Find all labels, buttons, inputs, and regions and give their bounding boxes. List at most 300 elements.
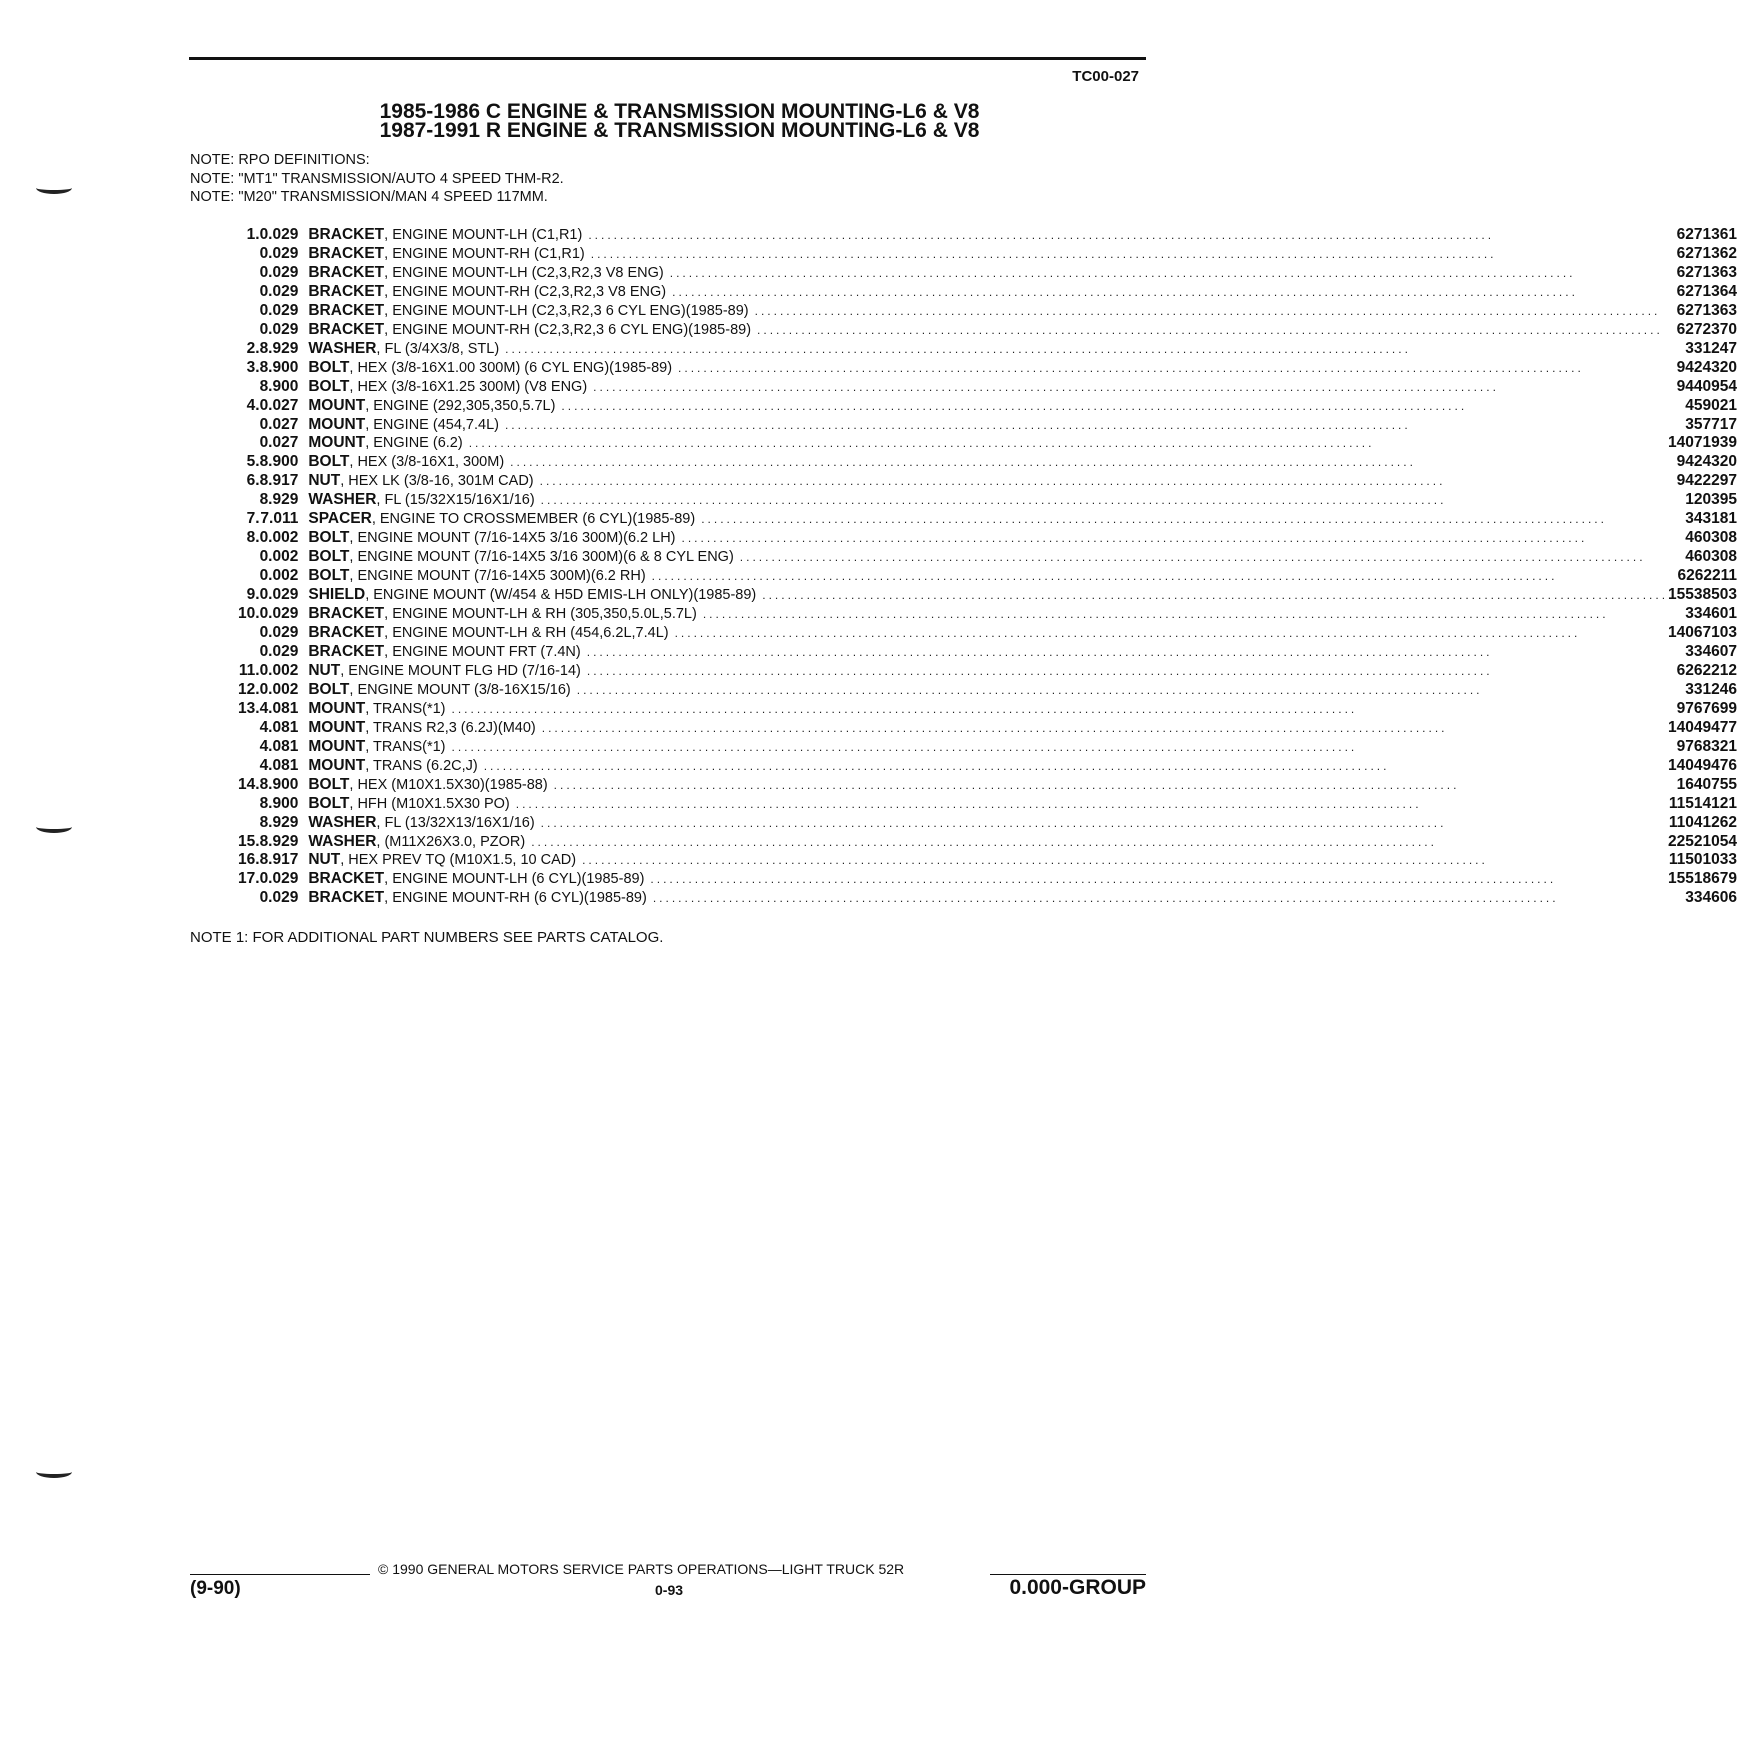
part-description [298,416,1668,435]
item-index [238,378,260,397]
table-row [238,833,1737,852]
group-number: 8.900 [259,794,299,812]
part-description [298,757,1668,776]
group-number: 0.002 [259,567,299,585]
part-detail: , ENGINE (292,305,350,5.7L) [365,397,556,414]
group-number: 8.900 [259,358,299,376]
part-number: 14049476 [1668,756,1737,774]
part-detail: , ENGINE (6.2) [365,435,463,452]
group-number: 0.029 [259,301,299,319]
part-description [298,776,1668,795]
table-row [238,378,1737,397]
part-number: 459021 [1685,396,1737,414]
footer-date: (9-90) [190,1578,241,1599]
part-name: SHIELD [308,586,366,604]
leader-dots [536,719,1668,738]
part-number: 11514121 [1668,794,1737,812]
part-description [298,245,1668,264]
part-detail: , HFH (M10X1.5X30 PO) [349,795,510,812]
part-number: 6271363 [1676,263,1737,281]
part-number: 331246 [1685,680,1737,698]
table-row [238,491,1737,510]
punch-hole-mark [36,182,72,194]
item-index [238,889,260,908]
table-row [238,567,1737,586]
item-index: 9. [246,586,260,604]
item-index: 3. [246,358,260,376]
part-description [298,378,1668,397]
part-name: BOLT [308,377,350,395]
table-row [238,416,1737,435]
table-row [238,889,1737,908]
leader-dots [463,434,1668,453]
part-description [298,472,1668,491]
group-number: 0.029 [259,263,299,281]
item-index [238,283,260,302]
group-number: 8.929 [259,813,299,831]
part-detail: , HEX (3/8-16X1.25 300M) (V8 ENG) [349,378,588,395]
part-detail: , ENGINE MOUNT-RH (C2,3,R2,3 6 CYL ENG)(1985-89) [384,321,752,338]
item-index: 6. [246,472,260,490]
leader-dots [582,226,1668,245]
part-number: 334607 [1685,642,1737,660]
table-row [238,795,1737,814]
part-description [298,738,1668,757]
leader-dots [695,510,1668,529]
part-name: BOLT [308,548,350,566]
item-index: 7. [246,510,260,528]
part-name: BOLT [308,567,350,585]
group-number: 4.081 [259,699,299,717]
part-number: 11501033 [1668,851,1737,869]
table-row [238,776,1737,795]
part-name: BOLT [308,775,350,793]
part-detail: , ENGINE MOUNT (3/8-16X15/16) [349,681,571,698]
item-index: 8. [246,529,260,547]
group-number: 8.917 [259,851,299,869]
part-description [298,548,1668,567]
leader-dots [669,624,1668,643]
part-detail: , TRANS (6.2C,J) [365,757,478,774]
part-detail: , FL (3/4X3/8, STL) [376,340,500,357]
part-name: BOLT [308,680,350,698]
leader-dots [664,264,1668,283]
leader-dots [525,833,1668,852]
part-description [298,264,1668,283]
leader-dots [499,340,1668,359]
note-line: NOTE: RPO DEFINITIONS: [190,152,370,168]
part-number: 1640755 [1676,775,1737,793]
table-row [238,472,1737,491]
group-number: 0.029 [259,642,299,660]
leader-dots [756,586,1668,605]
part-name: BRACKET [308,244,385,262]
group-number: 0.002 [259,680,299,698]
footer-group: 0.000-GROUP [1009,1576,1146,1599]
part-name: BRACKET [308,282,385,300]
item-index: 2. [246,339,260,357]
item-index [238,719,260,738]
group-number: 8.929 [259,832,299,850]
item-index [238,548,260,567]
part-detail: , ENGINE MOUNT-LH (C1,R1) [384,227,583,243]
item-index [238,264,260,283]
part-description [298,397,1668,416]
doc-number: TC00-027 [1072,68,1139,85]
part-description [298,814,1668,833]
part-description [298,889,1668,908]
table-row [238,434,1737,453]
leader-dots [571,681,1668,700]
part-number: 6262212 [1676,661,1737,679]
item-index: 1. [246,226,260,243]
table-row [238,529,1737,548]
leader-dots [535,814,1668,833]
table-row [238,264,1737,283]
part-number: 6271363 [1676,301,1737,319]
part-description [298,624,1668,643]
part-name: MOUNT [308,737,366,755]
group-number: 0.029 [259,870,299,888]
part-name: BOLT [308,453,350,471]
part-number: 6271362 [1676,244,1737,262]
part-detail: , HEX LK (3/8-16, 301M CAD) [340,473,534,490]
part-detail: , ENGINE MOUNT FLG HD (7/16-14) [340,662,581,679]
part-detail: , ENGINE MOUNT-RH (6 CYL)(1985-89) [384,890,647,907]
punch-hole-mark [36,821,72,833]
leader-dots [697,605,1668,624]
group-number: 8.917 [259,472,299,490]
leader-dots [587,378,1668,397]
group-number: 4.081 [259,756,299,774]
table-row [238,700,1737,719]
part-description [298,605,1668,624]
part-name: BRACKET [308,624,385,642]
leader-dots [646,567,1668,586]
item-index [238,795,260,814]
table-row [238,397,1737,416]
table-row [238,605,1737,624]
part-description [298,719,1668,738]
part-number: 9767699 [1676,699,1737,717]
part-name: WASHER [308,491,377,509]
notes-block [190,151,564,207]
note-line: NOTE: "MT1" TRANSMISSION/AUTO 4 SPEED THM-R2. [190,170,564,187]
punch-hole-mark [36,1466,72,1478]
part-number: 14071939 [1668,434,1737,452]
part-description [298,321,1668,340]
part-description [298,510,1668,529]
copyright: © 1990 GENERAL MOTORS SERVICE PARTS OPERATIONS—LIGHT TRUCK 52R [378,1561,905,1577]
part-detail: , HEX (M10X1.5X30)(1985-88) [349,776,548,793]
table-row [238,302,1737,321]
group-number: 0.027 [259,396,299,414]
page-title [0,102,1249,140]
leader-dots [676,529,1669,548]
part-detail: , ENGINE MOUNT-LH (6 CYL)(1985-89) [384,871,645,888]
part-name: WASHER [308,832,377,850]
table-row [238,624,1737,643]
part-detail: , ENGINE MOUNT (7/16-14X5 300M)(6.2 RH) [349,568,646,585]
leader-dots [478,757,1668,776]
group-number: 0.029 [259,226,299,243]
part-name: BOLT [308,794,350,812]
part-description [298,700,1668,719]
part-detail: , ENGINE TO CROSSMEMBER (6 CYL)(1985-89) [371,511,696,528]
table-row [238,340,1737,359]
part-detail: , ENGINE MOUNT-LH (C2,3,R2,3 V8 ENG) [384,264,664,281]
table-row [238,321,1737,340]
group-number: 0.029 [259,586,299,604]
item-index [238,567,260,586]
leader-dots [644,870,1668,889]
item-index [238,245,260,264]
part-number: 15518679 [1668,870,1737,888]
leader-dots [749,302,1668,321]
title-line-1: 1985-1986 C ENGINE & TRANSMISSION MOUNTING-L6 & V8 [379,100,980,123]
part-number: 9768321 [1676,737,1737,755]
part-number: 22521054 [1668,832,1737,850]
part-number: 334606 [1685,889,1737,907]
part-number: 14049477 [1668,718,1737,736]
part-name: BRACKET [308,226,385,243]
footer-rule-right [990,1574,1146,1575]
table-row [238,548,1737,567]
leader-dots [555,397,1668,416]
part-detail: , HEX (3/8-16X1.00 300M) (6 CYL ENG)(1985-89) [349,359,673,376]
part-name: WASHER [308,339,377,357]
table-row [238,359,1737,378]
part-detail: , (M11X26X3.0, PZOR) [376,833,526,850]
table-row [238,643,1737,662]
item-index: 11. [238,661,260,679]
part-name: BRACKET [308,642,385,660]
table-row [238,453,1737,472]
part-number: 9440954 [1676,377,1737,395]
part-description [298,340,1668,359]
item-index [238,434,260,453]
part-number: 120395 [1685,491,1737,509]
part-detail: , ENGINE MOUNT FRT (7.4N) [384,643,581,660]
part-description [298,586,1668,605]
part-number: 14067103 [1668,624,1737,642]
part-name: MOUNT [308,396,366,414]
table-row [238,757,1737,776]
leader-dots [581,643,1668,662]
part-number: 357717 [1685,415,1737,433]
part-number: 460308 [1685,529,1737,547]
part-description [298,434,1668,453]
part-name: NUT [308,661,341,679]
part-name: BRACKET [308,320,385,338]
item-index: 14. [238,775,260,793]
part-number: 9422297 [1676,472,1737,490]
group-number: 0.002 [259,548,299,566]
part-name: MOUNT [308,699,366,717]
group-number: 4.081 [259,718,299,736]
part-number: 9424320 [1676,358,1737,376]
part-description [298,833,1668,852]
part-name: NUT [308,472,341,490]
leader-dots [647,889,1668,908]
part-detail: , ENGINE (454,7.4L) [365,416,499,433]
part-detail: , TRANS(*1) [365,738,446,755]
item-index [238,738,260,757]
part-number: 6271361 [1676,226,1737,243]
leader-dots [504,453,1668,472]
part-number: 11041262 [1668,813,1737,831]
part-description [298,491,1668,510]
group-number: 0.002 [259,529,299,547]
table-row [238,662,1737,681]
part-detail: , HEX PREV TQ (M10X1.5, 10 CAD) [340,852,577,869]
part-name: BRACKET [308,263,385,281]
group-number: 8.900 [259,453,299,471]
item-index: 12. [238,680,260,698]
part-detail: , FL (13/32X13/16X1/16) [376,814,535,831]
group-number: 0.029 [259,320,299,338]
item-index [238,491,260,510]
item-index: 13. [238,699,260,717]
part-description [298,226,1668,245]
part-description [298,681,1668,700]
part-name: MOUNT [308,415,366,433]
item-index: 17. [238,870,260,888]
part-detail: , FL (15/32X15/16X1/16) [376,492,535,509]
group-number: 0.029 [259,889,299,907]
page-number: 0-93 [655,1582,684,1598]
item-index: 5. [246,453,260,471]
group-number: 0.002 [259,661,299,679]
part-detail: , ENGINE MOUNT-RH (C2,3,R2,3 V8 ENG) [384,283,667,300]
item-index: 4. [246,396,260,414]
part-number: 6262211 [1677,567,1737,585]
part-description [298,567,1668,586]
table-row [238,586,1737,605]
part-description [298,643,1668,662]
part-detail: , ENGINE MOUNT-RH (C1,R1) [384,245,585,262]
part-detail: , TRANS(*1) [365,700,446,717]
leader-dots [446,738,1669,757]
part-number: 15538503 [1668,586,1737,604]
part-detail: , ENGINE MOUNT-LH & RH (305,350,5.0L,5.7L) [384,606,697,623]
part-name: BRACKET [308,605,385,623]
title-line-2: 1987-1991 R ENGINE & TRANSMISSION MOUNTING-L6 & V8 [379,119,980,142]
part-name: BOLT [308,358,350,376]
part-name: SPACER [308,510,372,528]
group-number: 8.900 [259,377,299,395]
table-row [238,719,1737,738]
leader-dots [446,700,1669,719]
leader-dots [672,359,1668,378]
part-description [298,283,1668,302]
note-line: NOTE: "M20" TRANSMISSION/MAN 4 SPEED 117MM. [190,189,548,205]
part-name: WASHER [308,813,377,831]
table-row [238,226,1737,245]
part-description [298,851,1668,870]
group-number: 0.027 [259,434,299,452]
footer-rule-left [190,1574,370,1575]
part-number: 6272370 [1676,320,1737,338]
leader-dots [576,851,1668,870]
part-name: BOLT [308,529,350,547]
group-number: 0.029 [259,605,299,623]
footnote: NOTE 1: FOR ADDITIONAL PART NUMBERS SEE PARTS CATALOG. [190,929,664,946]
item-index [238,302,260,321]
leader-dots [510,795,1668,814]
group-number: 0.029 [259,244,299,262]
item-index [238,814,260,833]
item-index [238,416,260,435]
leader-dots [734,548,1668,567]
item-index [238,643,260,662]
part-detail: , HEX (3/8-16X1, 300M) [349,454,505,471]
leader-dots [585,245,1668,264]
item-index [238,624,260,643]
part-name: MOUNT [308,756,366,774]
part-detail: , TRANS R2,3 (6.2J)(M40) [365,719,536,736]
item-index: 10. [238,605,260,623]
part-name: NUT [308,851,341,869]
table-row [238,851,1737,870]
leader-dots [534,472,1668,491]
table-row [238,681,1737,700]
part-detail: , ENGINE MOUNT-LH (C2,3,R2,3 6 CYL ENG)(1985-89) [384,302,749,319]
group-number: 8.929 [259,339,299,357]
part-description [298,795,1668,814]
part-detail: , ENGINE MOUNT-LH & RH (454,6.2L,7.4L) [384,625,669,642]
top-rule [189,57,1146,60]
part-number: 331247 [1685,339,1737,357]
item-index [238,321,260,340]
part-number: 6271364 [1676,282,1737,300]
part-description [298,359,1668,378]
item-index [238,757,260,776]
part-name: BRACKET [308,301,385,319]
part-number: 334601 [1685,605,1737,623]
part-name: BRACKET [308,870,385,888]
part-description [298,529,1668,548]
part-description [298,870,1668,889]
leader-dots [581,662,1668,681]
table-row [238,738,1737,757]
leader-dots [535,491,1668,510]
table-row [238,814,1737,833]
parts-table [238,226,1737,908]
group-number: 4.081 [259,737,299,755]
part-detail: , ENGINE MOUNT (7/16-14X5 3/16 300M)(6.2 LH) [349,530,676,547]
leader-dots [499,416,1668,435]
group-number: 8.900 [259,775,299,793]
leader-dots [666,283,1668,302]
group-number: 8.929 [259,491,299,509]
group-number: 0.029 [259,624,299,642]
part-detail: , ENGINE MOUNT (W/454 & H5D EMIS-LH ONLY)(1985-89) [365,587,757,604]
part-number: 460308 [1685,548,1737,566]
part-number: 343181 [1685,510,1737,528]
table-row [238,245,1737,264]
part-name: BRACKET [308,889,385,907]
group-number: 0.027 [259,415,299,433]
part-number: 9424320 [1676,453,1737,471]
leader-dots [548,776,1668,795]
leader-dots [751,321,1668,340]
part-name: MOUNT [308,718,366,736]
part-description [298,302,1668,321]
table-row [238,283,1737,302]
group-number: 7.011 [260,510,299,528]
table-row [238,870,1737,889]
